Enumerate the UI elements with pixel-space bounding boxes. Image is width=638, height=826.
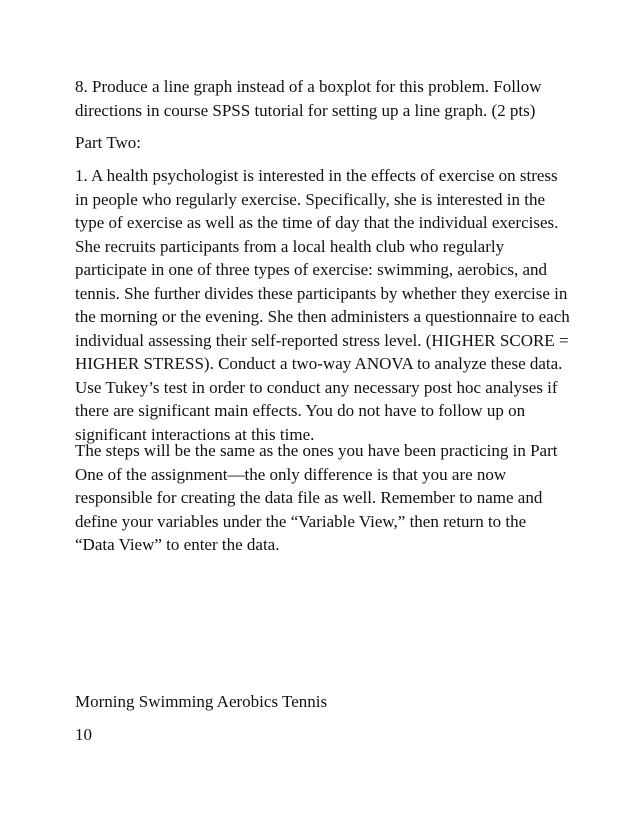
text-line: directions in course SPSS tutorial for setting up a line graph. (2 pts) <box>75 100 536 120</box>
text-line: type of exercise as well as the time of day that the individual exercises. <box>75 213 559 232</box>
text-line: tennis. She further divides these participants by whether they exercise in <box>75 283 568 303</box>
text-line: participate in one of three types of exercise: swimming, aerobics, and <box>75 260 548 279</box>
item-8-paragraph <box>75 75 575 122</box>
question-1-paragraph <box>75 164 575 446</box>
text-line: in people who regularly exercise. Specifically, she is interested in the <box>75 189 546 209</box>
text-line: responsible for creating the data file as well. Remember to name and <box>75 488 543 507</box>
text-line: significant interactions at this time. <box>75 424 315 444</box>
text-line: individual assessing their self-reported stress level. (HIGHER SCORE = <box>75 330 569 350</box>
text-line: 8. Produce a line graph instead of a boxplot for this problem. Follow <box>75 77 542 96</box>
steps-paragraph <box>75 439 575 557</box>
text-line: “Data View” to enter the data. <box>75 535 280 554</box>
text-line: She recruits participants from a local health club who regularly <box>75 236 505 256</box>
text-line: the morning or the evening. She then administers a questionnaire to each <box>75 307 570 326</box>
text-line: 1. A health psychologist is interested in the effects of exercise on stress <box>75 166 558 185</box>
text-line: Use Tukey’s test in order to conduct any necessary post hoc analyses if <box>75 377 558 397</box>
text-line: One of the assignment—the only difference is that you are now <box>75 464 507 484</box>
text-line: HIGHER STRESS). Conduct a two-way ANOVA to analyze these data. <box>75 354 563 373</box>
text-line: define your variables under the “Variable View,” then return to the <box>75 511 527 531</box>
table-value: 10 <box>75 725 92 744</box>
text-line: The steps will be the same as the ones you have been practicing in Part <box>75 441 558 460</box>
text-line: there are significant main effects. You do not have to follow up on <box>75 401 526 420</box>
table-header-row: Morning Swimming Aerobics Tennis <box>75 692 328 711</box>
part-two-heading: Part Two: <box>75 133 142 152</box>
